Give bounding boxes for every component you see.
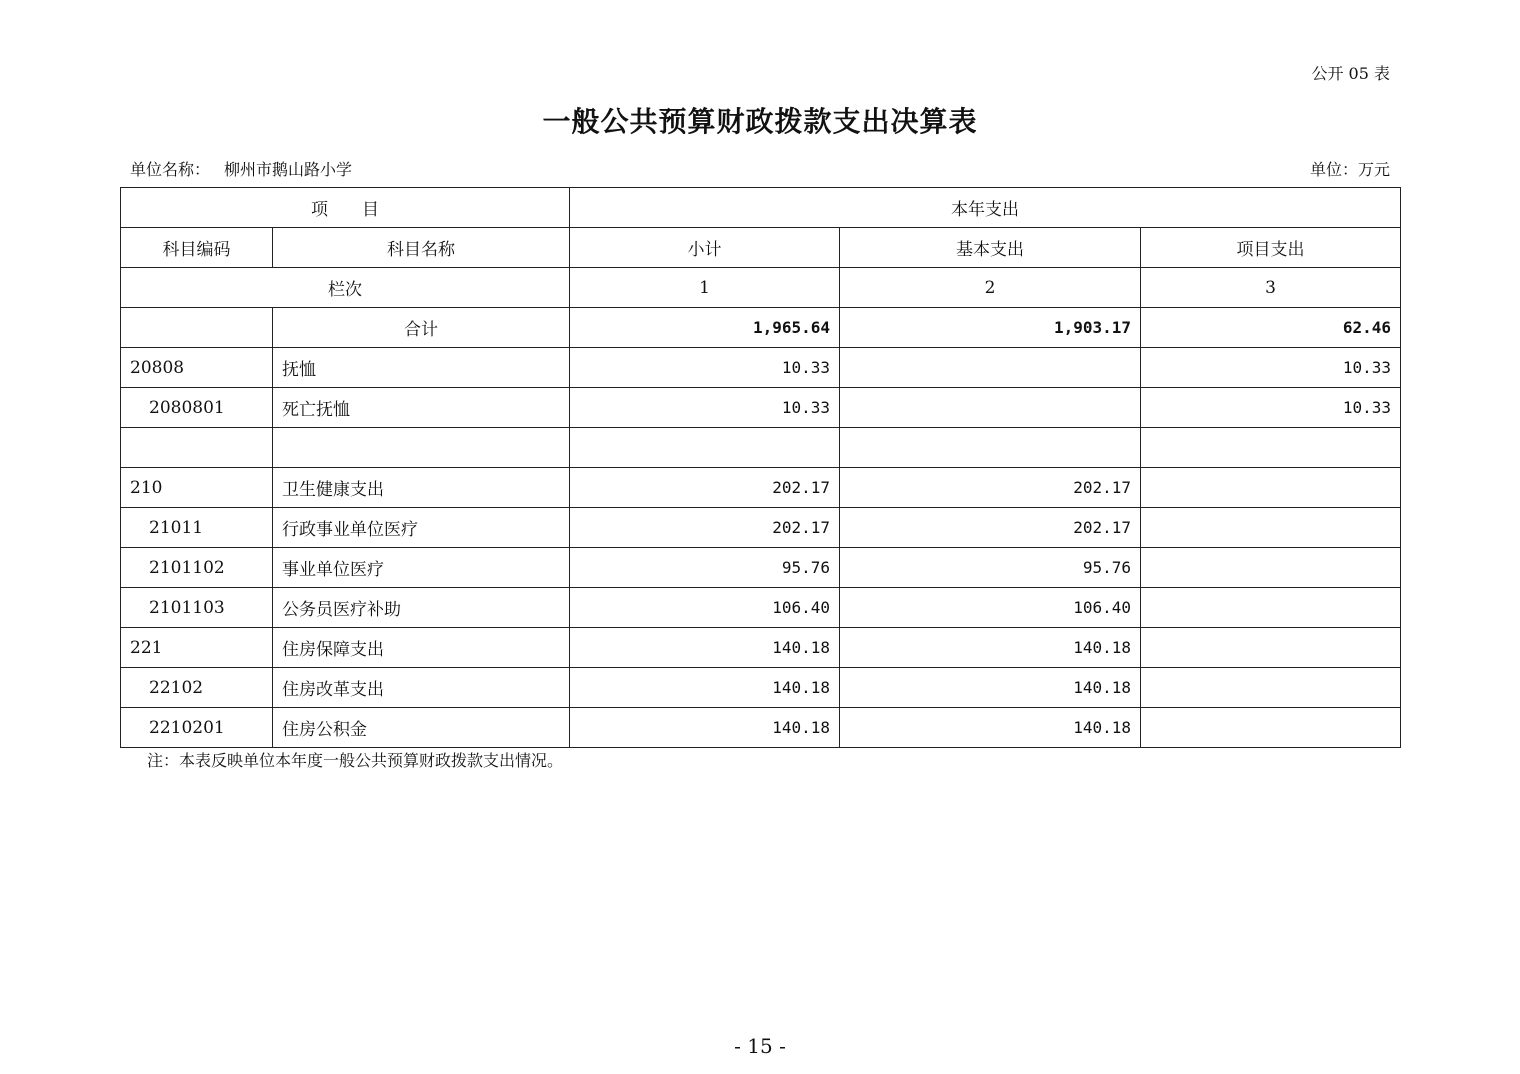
row-code: 21011 <box>121 508 273 548</box>
row-basic: 140.18 <box>840 668 1141 708</box>
row-name: 住房保障支出 <box>273 628 570 668</box>
row-code: 2101103 <box>121 588 273 628</box>
header-current-year: 本年支出 <box>570 188 1401 228</box>
row-code: 22102 <box>121 668 273 708</box>
total-subtotal: 1,965.64 <box>570 308 840 348</box>
row-code: 2210201 <box>121 708 273 748</box>
row-project: 10.33 <box>1141 388 1401 428</box>
table-row <box>121 388 1401 428</box>
row-project <box>1141 588 1401 628</box>
row-basic: 140.18 <box>840 628 1141 668</box>
total-name: 合计 <box>273 308 570 348</box>
header-project: 项 目 <box>121 188 570 228</box>
row-code: 2080801 <box>121 388 273 428</box>
row-project <box>1141 668 1401 708</box>
row-code: 20808 <box>121 348 273 388</box>
row-name: 住房改革支出 <box>273 668 570 708</box>
row-name: 事业单位医疗 <box>273 548 570 588</box>
row-name: 抚恤 <box>273 348 570 388</box>
row-project <box>1141 468 1401 508</box>
row-project <box>1141 428 1401 468</box>
unit-name-label: 单位名称： <box>130 160 211 179</box>
unit-name-value: 柳州市鹅山路小学 <box>224 160 353 179</box>
row-subtotal: 140.18 <box>570 668 840 708</box>
row-basic <box>840 428 1141 468</box>
table-row <box>121 508 1401 548</box>
row-basic: 106.40 <box>840 588 1141 628</box>
row-basic: 202.17 <box>840 468 1141 508</box>
row-basic: 140.18 <box>840 708 1141 748</box>
row-subtotal <box>570 428 840 468</box>
table-row <box>121 468 1401 508</box>
row-subtotal: 10.33 <box>570 348 840 388</box>
table-note: 注：本表反映单位本年度一般公共预算财政拨款支出情况。 <box>147 751 564 770</box>
unit-name-line <box>130 157 352 180</box>
form-code: 公开 05 表 <box>1311 64 1390 83</box>
row-code: 221 <box>121 628 273 668</box>
row-subtotal: 140.18 <box>570 708 840 748</box>
table-row <box>121 628 1401 668</box>
page-number: - 15 - <box>734 1034 786 1058</box>
header-col2: 2 <box>840 268 1141 308</box>
row-basic <box>840 388 1141 428</box>
row-name: 行政事业单位医疗 <box>273 508 570 548</box>
row-name: 住房公积金 <box>273 708 570 748</box>
row-basic: 202.17 <box>840 508 1141 548</box>
header-subtotal: 小计 <box>570 228 840 268</box>
row-basic: 95.76 <box>840 548 1141 588</box>
row-name: 死亡抚恤 <box>273 388 570 428</box>
header-row-1 <box>121 188 1401 228</box>
row-name: 公务员医疗补助 <box>273 588 570 628</box>
table-row <box>121 348 1401 388</box>
table-row <box>121 708 1401 748</box>
row-project <box>1141 548 1401 588</box>
page-title: 一般公共预算财政拨款支出决算表 <box>542 105 978 138</box>
row-project: 10.33 <box>1141 348 1401 388</box>
header-project-expense: 项目支出 <box>1141 228 1401 268</box>
row-project <box>1141 508 1401 548</box>
row-subtotal: 202.17 <box>570 508 840 548</box>
table-row <box>121 668 1401 708</box>
row-code <box>121 428 273 468</box>
row-subtotal: 10.33 <box>570 388 840 428</box>
row-basic <box>840 348 1141 388</box>
row-subtotal: 106.40 <box>570 588 840 628</box>
total-basic: 1,903.17 <box>840 308 1141 348</box>
header-col1: 1 <box>570 268 840 308</box>
table-row-empty <box>121 428 1401 468</box>
row-subtotal: 95.76 <box>570 548 840 588</box>
header-basic: 基本支出 <box>840 228 1141 268</box>
header-col3: 3 <box>1141 268 1401 308</box>
row-name <box>273 428 570 468</box>
header-name: 科目名称 <box>273 228 570 268</box>
budget-table <box>120 187 1401 748</box>
row-subtotal: 202.17 <box>570 468 840 508</box>
row-name: 卫生健康支出 <box>273 468 570 508</box>
row-code: 2101102 <box>121 548 273 588</box>
unit-measure: 单位：万元 <box>1309 160 1390 179</box>
table-row <box>121 588 1401 628</box>
table-row <box>121 548 1401 588</box>
total-row <box>121 308 1401 348</box>
row-code: 210 <box>121 468 273 508</box>
total-project: 62.46 <box>1141 308 1401 348</box>
header-code: 科目编码 <box>121 228 273 268</box>
row-project <box>1141 708 1401 748</box>
header-row-2 <box>121 228 1401 268</box>
total-code <box>121 308 273 348</box>
row-project <box>1141 628 1401 668</box>
row-subtotal: 140.18 <box>570 628 840 668</box>
header-row-3 <box>121 268 1401 308</box>
header-column-index: 栏次 <box>121 268 570 308</box>
